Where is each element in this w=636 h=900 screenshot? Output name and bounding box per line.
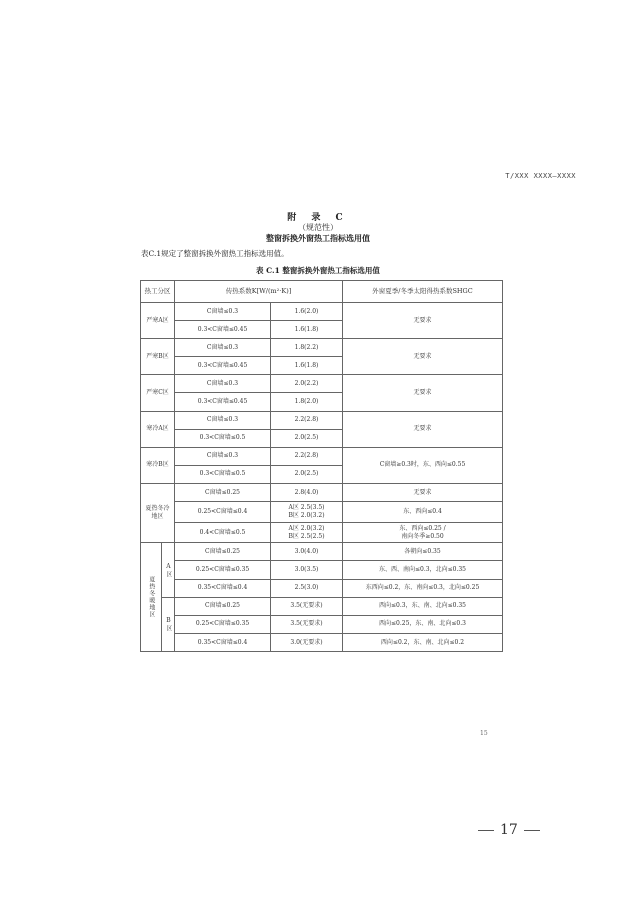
k-value-cell: 1.6(1.8)	[271, 357, 343, 375]
shgc-cell: 西向≤0.25，东、南、北向≤0.3	[343, 615, 503, 633]
table-header-row	[141, 281, 503, 303]
condition-cell: 0.4<C窗墙≤0.5	[175, 522, 271, 543]
condition-cell: 0.3<C窗墙≤0.45	[175, 357, 271, 375]
shgc-cell: 东西向≤0.2，东、南向≤0.3，北向≤0.25	[343, 579, 503, 597]
k-value-cell: 2.0(2.2)	[271, 375, 343, 393]
table-row	[141, 411, 503, 429]
table-row	[141, 579, 503, 597]
condition-cell: 0.3<C窗墙≤0.5	[175, 465, 271, 483]
k-value-cell: A区 2.5(3.5) B区 2.0(3.2)	[271, 502, 343, 523]
table-row	[141, 615, 503, 633]
k-value-cell: 1.6(2.0)	[271, 303, 343, 321]
thermal-index-table	[140, 280, 503, 652]
k-value-cell: 2.2(2.8)	[271, 447, 343, 465]
condition-cell: 0.35<C窗墙≤0.4	[175, 633, 271, 651]
shgc-cell: 无要求	[343, 339, 503, 375]
header-shgc: 外窗夏季/冬季太阳得热系数SHGC	[343, 281, 503, 303]
shgc-cell: 西向≤0.2，东、南、北向≤0.2	[343, 633, 503, 651]
k-value-cell: A区 2.0(3.2) B区 2.5(2.5)	[271, 522, 343, 543]
table-row	[141, 339, 503, 357]
k-value-cell: 3.0(4.0)	[271, 543, 343, 561]
condition-cell: 0.35<C窗墙≤0.4	[175, 579, 271, 597]
table-row	[141, 303, 503, 321]
zone-cell: 夏热冬冷地区	[141, 483, 175, 542]
page-number-dash-right	[524, 830, 540, 831]
table-row	[141, 502, 503, 523]
condition-cell: C窗墙≤0.25	[175, 597, 271, 615]
condition-cell: 0.3<C窗墙≤0.45	[175, 393, 271, 411]
table-body	[141, 303, 503, 652]
footnote-number: 15	[480, 730, 488, 737]
shgc-cell: 无要求	[343, 483, 503, 501]
header-k: 传热系数K[W/(m²·K)]	[175, 281, 343, 303]
condition-cell: C窗墙≤0.3	[175, 447, 271, 465]
k-value-cell: 2.8(4.0)	[271, 483, 343, 501]
k-value-cell: 2.2(2.8)	[271, 411, 343, 429]
shgc-cell: 无要求	[343, 303, 503, 339]
shgc-cell: 东、西、南向≤0.3，北向≤0.35	[343, 561, 503, 579]
condition-cell: 0.25<C窗墙≤0.35	[175, 561, 271, 579]
shgc-cell: C窗墙≥0.3时，东、西向≤0.55	[343, 447, 503, 483]
condition-cell: 0.25<C窗墙≤0.4	[175, 502, 271, 523]
zone-cell: 严寒C区	[141, 375, 175, 411]
k-value-cell: 3.0(无要求)	[271, 633, 343, 651]
k-value-cell: 3.5(无要求)	[271, 597, 343, 615]
appendix-subtitle: 整窗拆换外窗热工指标选用值	[266, 233, 370, 243]
k-value-cell: 3.0(3.5)	[271, 561, 343, 579]
k-value-cell: 1.6(1.8)	[271, 321, 343, 339]
zone-cell: 寒冷B区	[141, 447, 175, 483]
zone-cell: 严寒B区	[141, 339, 175, 375]
k-value-cell: 2.0(2.5)	[271, 465, 343, 483]
condition-cell: C窗墙≤0.3	[175, 411, 271, 429]
zone-cell: 寒冷A区	[141, 411, 175, 447]
zone-cell: 夏热冬暖地区	[141, 543, 162, 652]
shgc-cell: 各朝向≤0.35	[343, 543, 503, 561]
condition-cell: 0.3<C窗墙≤0.45	[175, 321, 271, 339]
table-row	[141, 561, 503, 579]
table-row	[141, 447, 503, 465]
intro-text: 表C.1规定了整窗拆换外窗热工指标选用值。	[141, 249, 289, 258]
appendix-type: （规范性）	[298, 223, 338, 232]
subzone-cell: B区	[162, 597, 175, 651]
zone-cell: 严寒A区	[141, 303, 175, 339]
shgc-cell: 东、西向≤0.25 / 南向冬季≥0.50	[343, 522, 503, 543]
table-caption: 表 C.1 整窗拆换外窗热工指标选用值	[256, 266, 380, 275]
table-row	[141, 597, 503, 615]
k-value-cell: 3.5(无要求)	[271, 615, 343, 633]
table-row	[141, 375, 503, 393]
document-code: T/XXX XXXX—XXXX	[505, 172, 576, 180]
shgc-cell: 西向≤0.3，东、南、北向≤0.35	[343, 597, 503, 615]
condition-cell: C窗墙≤0.3	[175, 339, 271, 357]
k-value-cell: 2.0(2.5)	[271, 429, 343, 447]
table-row	[141, 633, 503, 651]
k-value-cell: 2.5(3.0)	[271, 579, 343, 597]
k-value-cell: 1.8(2.0)	[271, 393, 343, 411]
header-zone: 热工分区	[141, 281, 175, 303]
k-value-cell: 1.8(2.2)	[271, 339, 343, 357]
condition-cell: C窗墙≤0.3	[175, 375, 271, 393]
condition-cell: C窗墙≤0.3	[175, 303, 271, 321]
page-number-dash-left	[478, 830, 494, 831]
shgc-cell: 无要求	[343, 411, 503, 447]
shgc-cell: 东、西向≤0.4	[343, 502, 503, 523]
table-row	[141, 522, 503, 543]
shgc-cell: 无要求	[343, 375, 503, 411]
page-number: 17	[500, 822, 518, 838]
condition-cell: C窗墙≤0.25	[175, 543, 271, 561]
condition-cell: C窗墙≤0.25	[175, 483, 271, 501]
subzone-cell: A区	[162, 543, 175, 597]
page-number-block	[478, 822, 540, 838]
table-row	[141, 543, 503, 561]
condition-cell: 0.25<C窗墙≤0.35	[175, 615, 271, 633]
condition-cell: 0.3<C窗墙≤0.5	[175, 429, 271, 447]
table-row	[141, 483, 503, 501]
appendix-title: 附 录 C	[287, 213, 349, 223]
